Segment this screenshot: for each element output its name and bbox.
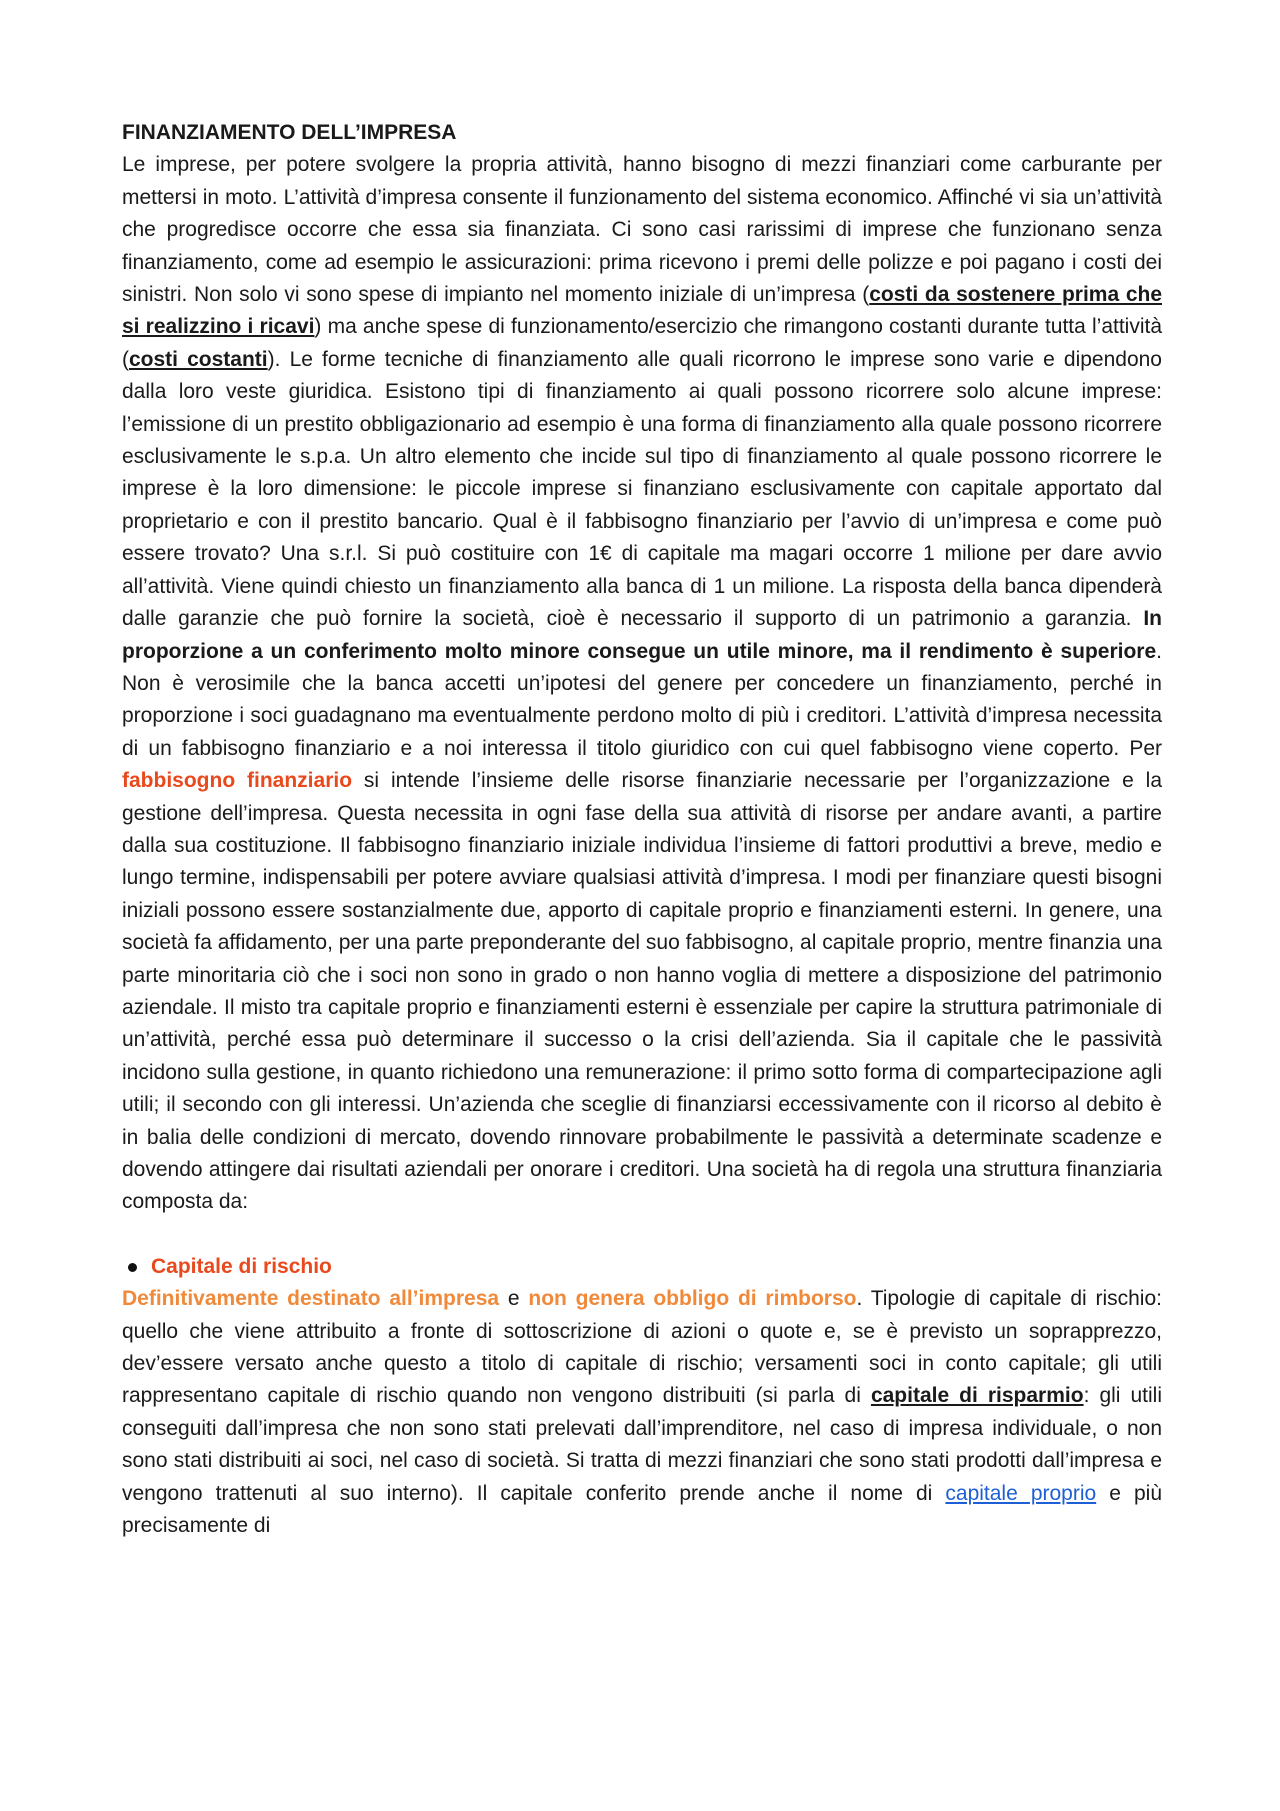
risk-capital-paragraph <box>122 1283 1162 1542</box>
startup-costs-emphasis: costi da sostenere prima che si realizzino i ricavi <box>122 283 1162 339</box>
no-repayment-term: non genera obbligo di rimborso <box>528 1287 857 1311</box>
document-title: FINANZIAMENTO DELL’IMPRESA <box>122 121 457 144</box>
risk-capital-heading: Capitale di rischio <box>151 1254 332 1278</box>
paragraph-spacer <box>122 1219 1162 1251</box>
intro-text-3: ). Le forme tecniche di finanziamento alle quali ricorrono le imprese sono varie e dipendono dalla loro veste giuridica. Esistono tipi di finanziamento ai quali possono ricorrere solo alcune imprese: l’emissione di un prestito obbligazionario ad esempio è una forma di finanziamento alla quale possono ricorrere esclusivamente le s.p.a. Un altro elemento che incide sul tipo di finanziamento al quale possono ricorrere le imprese è la loro dimensione: le piccole imprese si finanziano esclusivamente con capitale apportato dal proprietario e con il prestito bancario. Qual è il fabbisogno finanziario per l’avvio di un’impresa e come può essere trovato? Una s.r.l. Si può costituire con 1€ di capitale ma magari occorre 1 milione per dare avvio all’attività. Viene quindi chiesto un finanziamento alla banca di 1 un milione. La risposta della banca dipenderà dalle garanzie che può fornire la società, cioè è necessario il supporto di un patrimonio a garanzia. <box>122 347 1162 631</box>
risk-text-3: : gli utili conseguiti dall’impresa che non sono stati prelevati dall’imprenditore, nel caso di impresa individuale, o non sono stati distribuiti ai soci, nel caso di società. Si tratta di mezzi finanziari che sono stati prodotti dall’impresa e vengono trattenuti al suo interno). Il capitale conferito prende anche il nome di <box>122 1384 1162 1505</box>
risk-text-4: e più precisamente di <box>122 1481 1163 1538</box>
intro-text-1: Le imprese, per potere svolgere la propria attività, hanno bisogno di mezzi finanziari come carburante per mettersi in moto. L’attività d’impresa consente il funzionamento del sistema economico. Affinché vi sia un’attività che progredisce occorre che essa sia finanziata. Ci sono casi rarissimi di imprese che funzionano senza finanziamento, come ad esempio le assicurazioni: prima ricevono i premi delle polizze e poi pagano i costi dei sinistri. Non solo vi sono spese di impianto nel momento iniziale di un’impresa ( <box>122 153 1162 307</box>
intro-paragraph <box>122 149 1162 1218</box>
risk-text-1: e <box>499 1287 529 1311</box>
return-statement-emphasis: In proporzione a un conferimento molto minore consegue un utile minore, ma il rendimento è superiore <box>122 607 1162 663</box>
constant-costs-emphasis: costi costanti <box>129 347 268 371</box>
intro-text-4: . Non è verosimile che la banca accetti un’ipotesi del genere per concedere un finanziamento, perché in proporzione i soci guadagnano ma eventualmente perdono molto di più i creditori. L’attività d’impresa necessita di un fabbisogno finanziario e a noi interessa il titolo giuridico con cui quel fabbisogno viene coperto. Per <box>122 639 1162 760</box>
document-page <box>122 117 1162 1542</box>
bullet-dot-icon <box>128 1263 137 1272</box>
intro-text-2: ) ma anche spese di funzionamento/esercizio che rimangono costanti durante tutta l’attività ( <box>122 315 1163 371</box>
own-capital-link[interactable]: capitale proprio <box>945 1481 1097 1505</box>
savings-capital-emphasis: capitale di risparmio <box>870 1384 1084 1408</box>
intro-text-5: si intende l’insieme delle risorse finanziarie necessarie per l’organizzazione e la gestione dell’impresa. Questa necessita in ogni fase della sua attività di risorse per andare avanti, a partire dalla sua costituzione. Il fabbisogno finanziario iniziale individua l’insieme di fattori produttivi a breve, medio e lungo termine, indispensabili per potere avviare qualsiasi attività d’impresa. I modi per finanziare questi bisogni iniziali possono essere sostanzialmente due, apporto di capitale proprio e finanziamenti esterni. In genere, una società fa affidamento, per una parte preponderante del suo fabbisogno, al capitale proprio, mentre finanzia una parte minoritaria ciò che i soci non sono in grado o non hanno voglia di mettere a disposizione del patrimonio aziendale. Il misto tra capitale proprio e finanziamenti esterni è essenziale per capire la struttura patrimoniale di un’attività, perché essa può determinare il successo o la crisi dell’azienda. Sia il capitale che le passività incidono sulla gestione, in quanto richiedono una remunerazione: il primo sotto forma di compartecipazione agli utili; il secondo con gli interessi. Un’azienda che sceglie di finanziarsi eccessivamente con il ricorso al debito è in balia delle condizioni di mercato, dovendo rinnovare probabilmente le passività a determinate scadenze e dovendo attingere dai risultati aziendali per onorare i creditori. Una società ha di regola una struttura finanziaria composta da: <box>122 769 1162 1214</box>
permanent-destination-term: Definitivamente destinato all’impresa <box>122 1287 500 1311</box>
financial-need-term: fabbisogno finanziario <box>122 769 353 793</box>
risk-capital-bullet <box>122 1251 1162 1283</box>
risk-text-2: . Tipologie di capitale di rischio: quello che viene attribuito a fronte di sottoscrizione di azioni o quote e, se è previsto un soprapprezzo, dev’essere versato anche questo a titolo di capitale di rischio; versamenti soci in conto capitale; gli utili rappresentano capitale di rischio quando non vengono distribuiti (si parla di <box>122 1287 1162 1408</box>
